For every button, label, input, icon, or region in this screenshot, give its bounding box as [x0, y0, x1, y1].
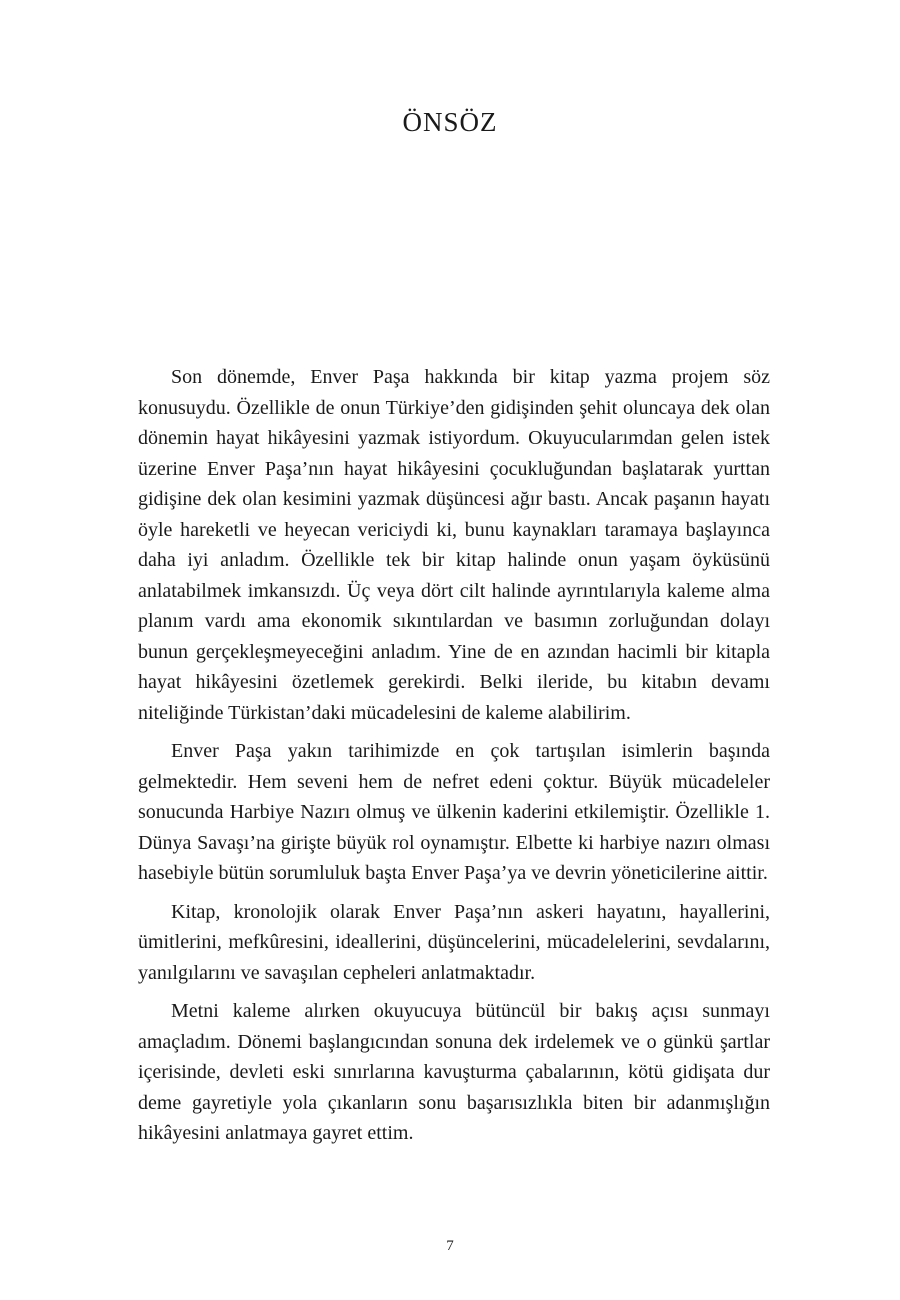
paragraph-1: Son dönemde, Enver Paşa hakkında bir kitap yazma projem söz konusuydu. Özellikle de onun Türkiye’den gidişinden şehit oluncaya dek olan dönemin hayat hikâyesini yazmak istiyordum. Okuyucularımdan gelen istek üzerine Enver Paşa’nın hayat hikâyesini çocukluğundan başlatarak yurttan gidişine dek olan kesimini yazmak düşüncesi ağır bastı. Ancak paşanın hayatı öyle hareketli ve heyecan vericiydi ki, bunu kaynakları taramaya başlayınca daha iyi anladım. Özellikle tek bir kitap halinde onun yaşam öyküsünü anlatabilmek imkansızdı. Üç veya dört cilt halinde ayrıntılarıyla kaleme alma planım vardı ama ekonomik sıkıntılardan ve basımın zorluğundan dolayı bunun gerçekleşmeyeceğini anladım. Yine de en azından hacimli bir kitapla hayat hikâyesini özetlemek gerekirdi. Belki ileride, bu kitabın devamı niteliğinde Türkistan’daki mücadelesini de kaleme alabilirim.: [138, 366, 770, 724]
page-title: ÖNSÖZ: [402, 107, 498, 137]
paragraph-2: Enver Paşa yakın tarihimizde en çok tartışılan isimlerin başında gelmektedir. Hem seveni hem de nefret edeni çoktur. Büyük mücadeleler sonucunda Harbiye Nazırı olmuş ve ülkenin kaderini etkilemiştir. Özellikle 1. Dünya Savaşı’na girişte büyük rol oynamıştır. Elbette ki harbiye nazırı olması hasebiyle bütün sorumluluk başta Enver Paşa’ya ve devrin yöneticilerine aittir.: [138, 740, 770, 884]
paragraph-4: Metni kaleme alırken okuyucuya bütüncül bir bakış açısı sunmayı amaçladım. Dönemi başlangıcından sonuna dek irdelemek ve o günkü şartlar içerisinde, devleti eski sınırlarına kavuşturma çabalarının, kötü gidişata dur deme gayretiyle yola çıkanların sonu başarısızlıkla biten bir adanmışlığın hikâyesini anlatmaya gayret ettim.: [138, 1000, 770, 1144]
page-number: 7: [446, 1238, 454, 1254]
preface-body: [138, 362, 770, 1157]
paragraph-3: Kitap, kronolojik olarak Enver Paşa’nın askeri hayatını, hayallerini, ümitlerini, mefkûresini, ideallerini, düşüncelerini, mücadelelerini, sevdalarını, yanılgılarını ve savaşılan cepheleri anlatmaktadır.: [138, 900, 770, 984]
